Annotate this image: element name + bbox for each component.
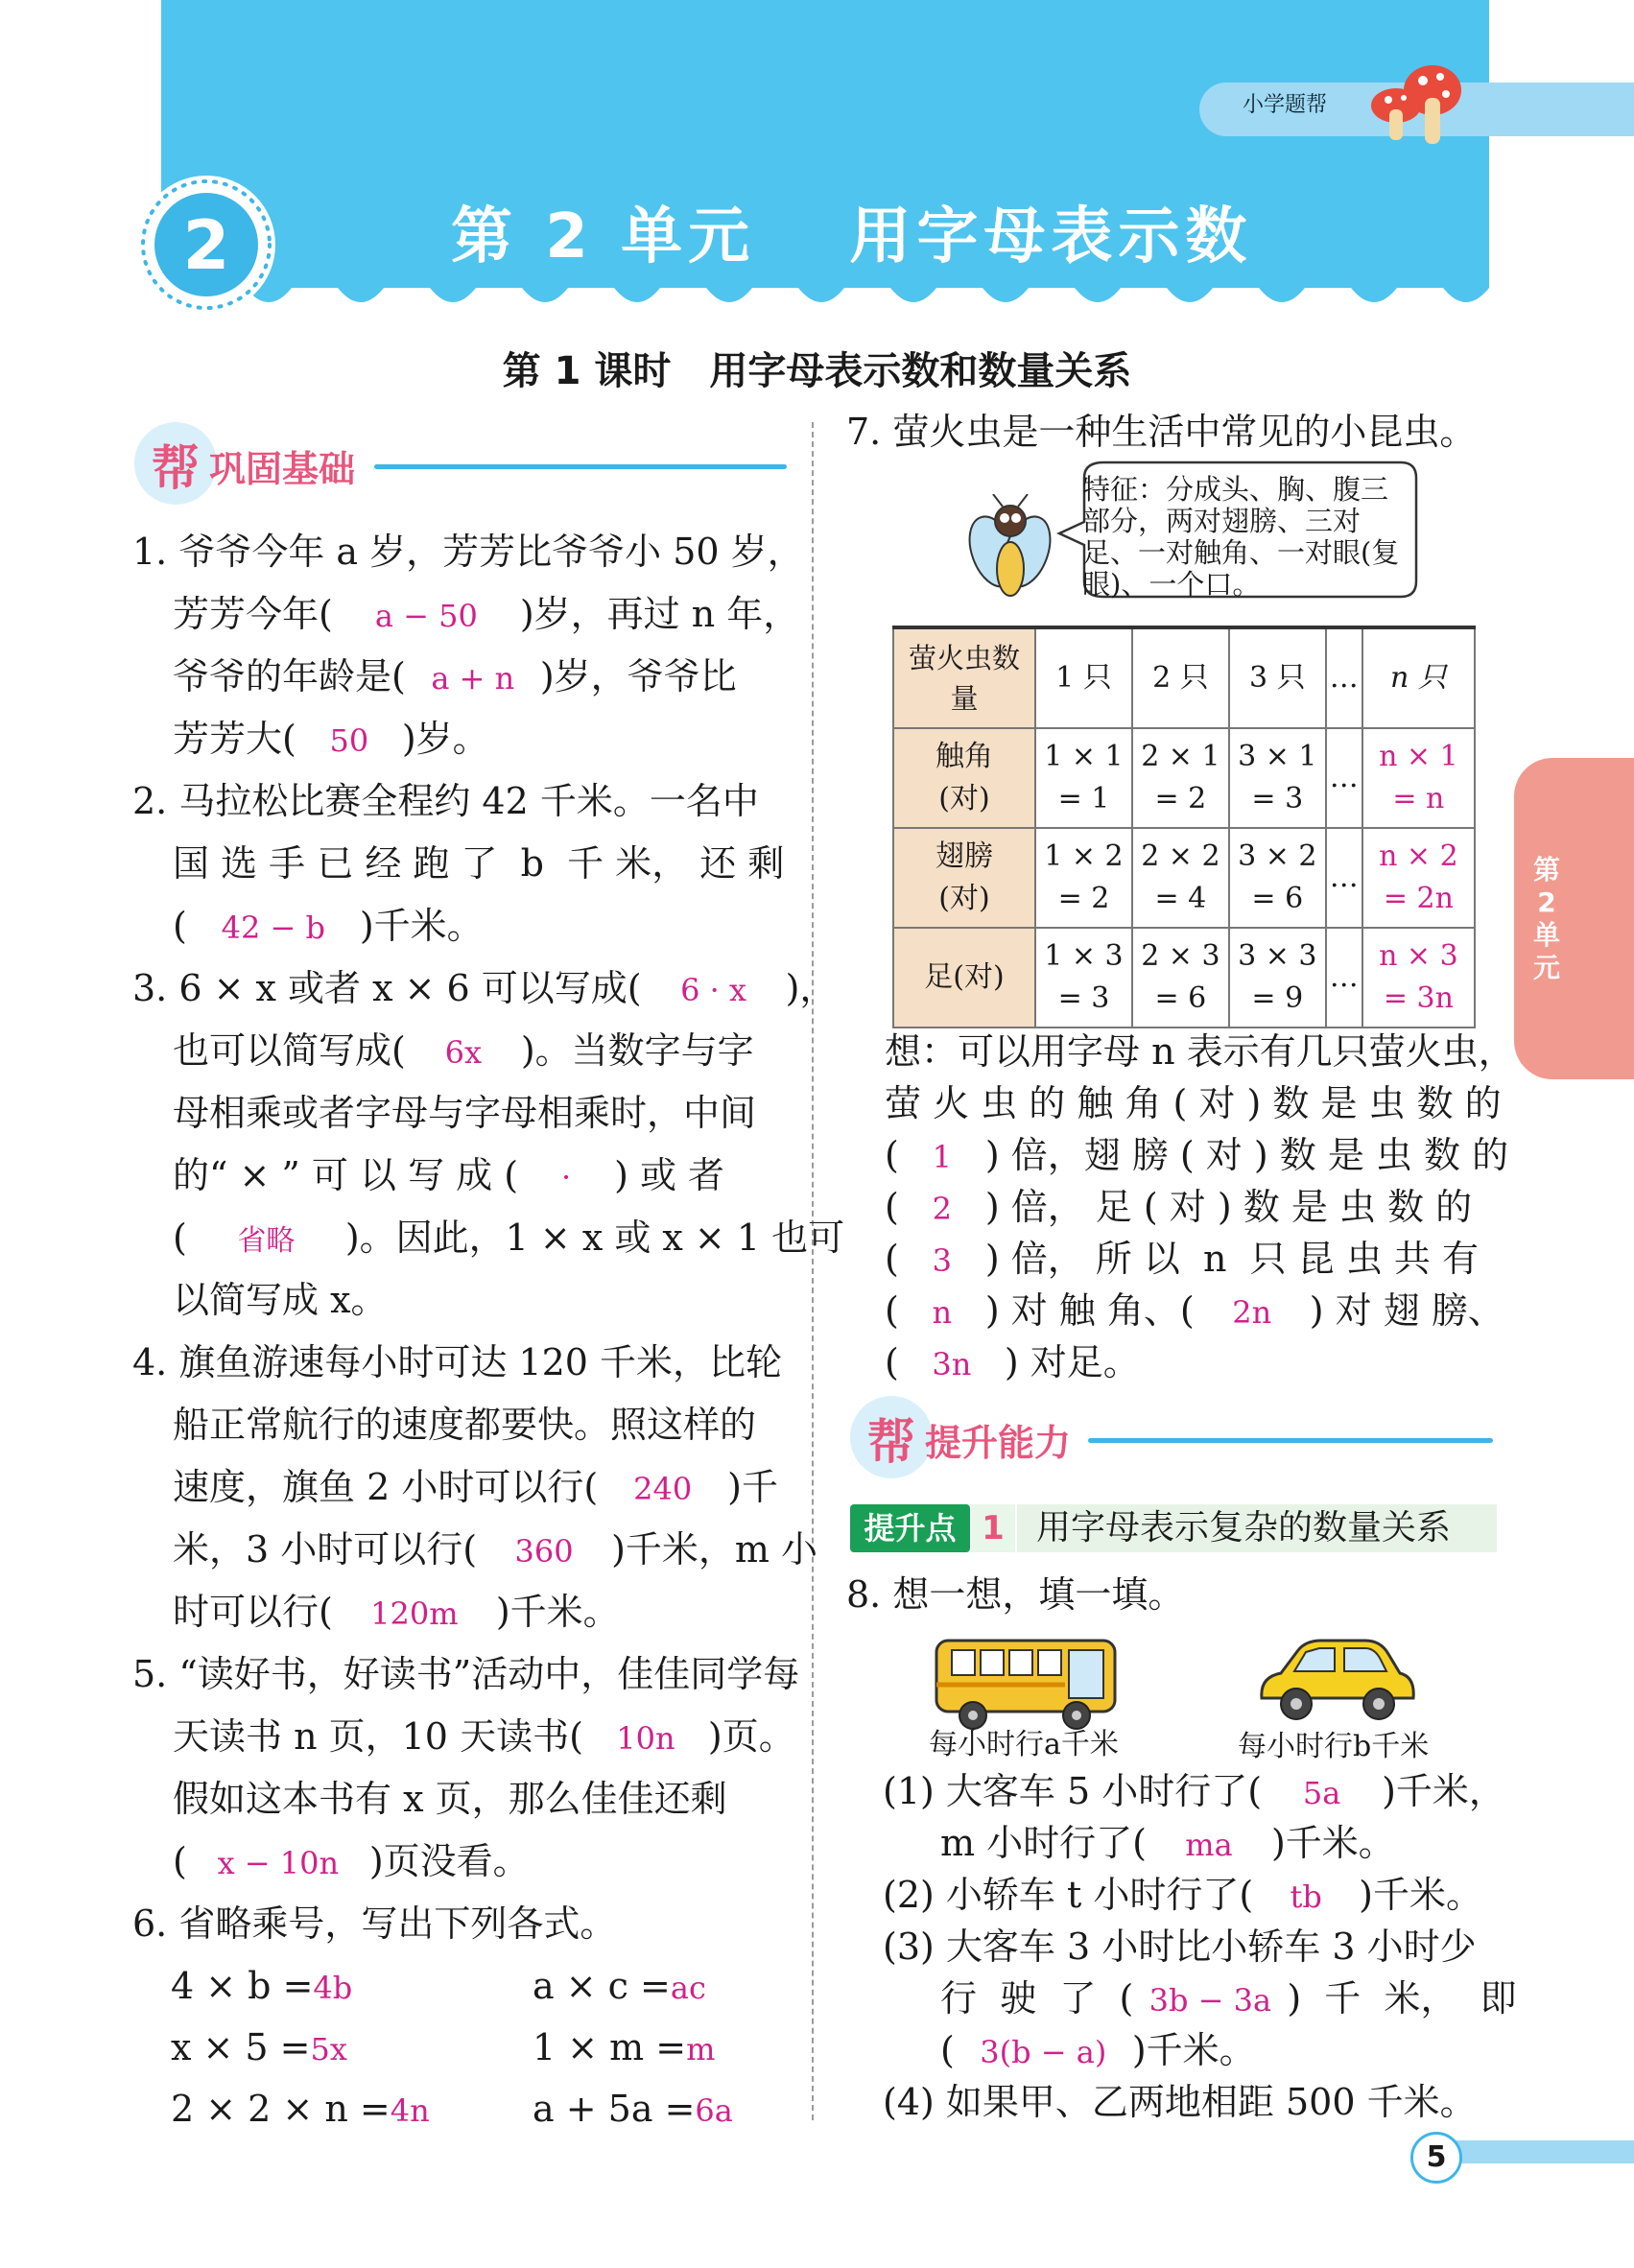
q7-think-line6: ( n ) 对 触 角、( 2n ) 对 翅 膀、 — [885, 1289, 1504, 1332]
section-bang: 帮 — [867, 1414, 915, 1470]
q8-part3-line1: (3) 大客车 3 小时比小轿车 3 小时少 — [883, 1925, 1477, 1968]
q7-think-line7: ( 3n ) 对足。 — [885, 1341, 1140, 1383]
q5-line3: 假如这本书有 x 页，那么佳佳还剩 — [173, 1778, 727, 1820]
q7-think-line1: 想：可以用字母 n 表示有几只萤火虫， — [885, 1030, 1515, 1073]
answer: 2n — [1232, 1294, 1272, 1331]
table-row-label: 翅膀(对) — [893, 828, 1035, 928]
answer: ma — [1185, 1827, 1233, 1863]
table-row-label: 触角(对) — [893, 728, 1035, 828]
answer: 3(b − a) — [980, 2034, 1107, 2070]
answer: 3b − 3a — [1149, 1982, 1272, 2019]
answer: 50 — [329, 722, 369, 759]
q7-think-line4: ( 2 ) 倍， 足 ( 对 ) 数 是 虫 数 的 — [885, 1186, 1473, 1228]
q1-line3: 爷爷的年龄是( a + n )岁，爷爷比 — [173, 655, 737, 697]
answer: 6x — [444, 1034, 483, 1071]
q2-line2: 国 选 手 已 经 跑 了 b 千 米， 还 剩 — [173, 842, 785, 885]
table-header-cell: … — [1326, 627, 1362, 728]
table-cell: 1 × 1 = 1 — [1035, 728, 1132, 828]
table-row-label: 足(对) — [893, 928, 1035, 1028]
table-header-cell: 2 只 — [1132, 627, 1229, 728]
q3-line4: 的“ × ” 可 以 写 成 ( · ) 或 者 — [173, 1154, 725, 1196]
bubble-text: 特征：分成头、胸、腹三部分，两对翅膀、三对足、一对触角、一对眼(复眼)、一个口。 — [1082, 473, 1400, 601]
table-header-cell: 3 只 — [1229, 627, 1326, 728]
answer: · — [560, 1159, 572, 1195]
table-cell: … — [1326, 828, 1362, 928]
answer: 2 — [932, 1191, 952, 1227]
q8-part3-line2: 行 驶 了 ( 3b − 3a ) 千 米， 即 — [940, 1977, 1517, 2020]
answer: a + n — [431, 660, 515, 697]
answer: x − 10n — [217, 1845, 340, 1881]
mushroom-icon — [1358, 56, 1463, 152]
answer: 360 — [514, 1533, 574, 1570]
table-cell: 3 × 2 = 6 — [1229, 828, 1326, 928]
q8-part1-line1: (1) 大客车 5 小时行了( 5a )千米， — [883, 1770, 1505, 1812]
section-line — [374, 464, 787, 469]
table-cell: 2 × 3 = 6 — [1132, 928, 1229, 1028]
q6-item: 2 × 2 × n =4n — [171, 2088, 430, 2130]
firefly-icon — [964, 494, 1055, 609]
section-bang: 帮 — [152, 440, 200, 496]
q7-title: 7. 萤火虫是一种生活中常见的小昆虫。 — [846, 411, 1477, 453]
table-cell: 3 × 1 = 3 — [1229, 728, 1326, 828]
q7-think-line2: 萤 火 虫 的 触 角 ( 对 ) 数 是 虫 数 的 — [885, 1082, 1502, 1124]
q4-line2: 船正常航行的速度都要快。照这样的 — [173, 1404, 757, 1446]
q8-title: 8. 想一想，填一填。 — [846, 1573, 1185, 1616]
table-header-cell: 萤火虫数量 — [893, 627, 1035, 728]
lesson-title: 第 1 课时 用字母表示数和数量关系 — [502, 349, 1132, 393]
table-cell: 3 × 3 = 9 — [1229, 928, 1326, 1028]
table-cell: … — [1326, 928, 1362, 1028]
table-cell-answer: n × 2 = 2n — [1362, 828, 1475, 928]
q5-line2: 天读书 n 页，10 天读书( 10n )页。 — [173, 1715, 795, 1758]
bus-caption: 每小时行a千米 — [929, 1728, 1119, 1761]
answer: 3n — [932, 1346, 972, 1382]
table-row — [893, 728, 1475, 828]
upgrade-title: 用字母表示复杂的数量关系 — [1017, 1504, 1497, 1552]
q8-part4: (4) 如果甲、乙两地相距 500 千米。 — [883, 2081, 1477, 2123]
q6-item: 4 × b =4b — [171, 1965, 353, 2007]
q1-line4: 芳芳大( 50 )岁。 — [173, 718, 489, 760]
q7-think-line5: ( 3 ) 倍， 所 以 n 只 昆 虫 共 有 — [885, 1238, 1479, 1280]
table-header-cell: n 只 — [1362, 627, 1475, 728]
table-cell: 2 × 1 = 2 — [1132, 728, 1229, 828]
answer: n — [932, 1294, 953, 1331]
q2-line1: 2. 马拉松比赛全程约 42 千米。一名中 — [132, 780, 759, 822]
q4-line4: 米，3 小时可以行( 360 )千米，m 小 — [173, 1528, 818, 1571]
upgrade-number: 1 — [971, 1504, 1015, 1552]
q1-line1: 1. 爷爷今年 a 岁，芳芳比爷爷小 50 岁， — [132, 531, 804, 573]
table-cell-answer: n × 1 = n — [1362, 728, 1475, 828]
unit-title: 第 2 单元 用字母表示数 — [451, 201, 1253, 272]
car-caption: 每小时行b千米 — [1238, 1730, 1430, 1763]
q2-line3: ( 42 − b )千米。 — [173, 905, 484, 947]
page-number: 5 — [1410, 2132, 1462, 2184]
q3-line6: 以简写成 x。 — [173, 1279, 388, 1321]
q6-item: a × c =ac — [533, 1965, 706, 2007]
answer: 240 — [633, 1471, 693, 1507]
q6-item: a + 5a =6a — [533, 2088, 733, 2130]
answer: 省略 — [237, 1224, 296, 1258]
table-cell-answer: n × 3 = 3n — [1362, 928, 1475, 1028]
q6-title: 6. 省略乘号，写出下列各式。 — [132, 1902, 617, 1945]
column-divider — [812, 422, 814, 2120]
q4-line1: 4. 旗鱼游速每小时可达 120 千米，比轮 — [132, 1341, 783, 1383]
q6-item: 1 × m =m — [533, 2026, 716, 2068]
q8-part3-line3: ( 3(b − a) )千米。 — [940, 2029, 1256, 2071]
answer: 5a — [1302, 1775, 1341, 1811]
q6-item: x × 5 =5x — [171, 2026, 347, 2068]
section-improve-header — [850, 1396, 1493, 1482]
q3-line2: 也可以简写成( 6x )。当数字与字 — [173, 1029, 754, 1072]
table-row — [893, 627, 1475, 728]
table-header-cell: 1 只 — [1035, 627, 1132, 728]
section-line — [1088, 1438, 1493, 1443]
answer: 3 — [932, 1242, 952, 1279]
section-title: 提升能力 — [925, 1422, 1072, 1464]
section-basic-header — [134, 422, 787, 508]
table-cell: … — [1326, 728, 1362, 828]
side-tab-label: 第2单元 — [1532, 854, 1560, 983]
answer: a − 50 — [374, 598, 478, 634]
unit-number-badge — [134, 173, 278, 317]
answer: 6 · x — [680, 972, 747, 1008]
q4-line3: 速度，旗鱼 2 小时可以行( 240 )千 — [173, 1466, 778, 1508]
answer: 10n — [616, 1720, 675, 1757]
q8-part2: (2) 小轿车 t 小时行了( tb )千米。 — [883, 1874, 1482, 1916]
answer: tb — [1290, 1878, 1322, 1915]
q3-line5: ( 省略 )。因此，1 × x 或 x × 1 也可 — [173, 1217, 844, 1263]
upgrade-badge: 提升点 — [850, 1504, 970, 1552]
q1-line2: 芳芳今年( a − 50 )岁，再过 n 年， — [173, 593, 800, 635]
car-icon — [1252, 1631, 1420, 1736]
firefly-table — [892, 626, 1476, 1028]
q3-line3: 母相乘或者字母与字母相乘时，中间 — [173, 1092, 757, 1134]
answer: 1 — [932, 1139, 952, 1175]
table-cell: 1 × 3 = 3 — [1035, 928, 1132, 1028]
table-cell: 2 × 2 = 4 — [1132, 828, 1229, 928]
q7-think-line3: ( 1 ) 倍，翅 膀 ( 对 ) 数 是 虫 数 的 — [885, 1134, 1509, 1176]
section-title: 巩固基础 — [209, 448, 356, 490]
q4-line5: 时可以行( 120m )千米。 — [173, 1591, 620, 1633]
answer: 120m — [370, 1595, 459, 1632]
answer: 42 − b — [221, 910, 325, 946]
q8-part1-line2: m 小时行了( ma )千米。 — [940, 1822, 1395, 1864]
q5-line1: 5. “读好书，好读书”活动中，佳佳同学每 — [132, 1653, 800, 1695]
table-row — [893, 928, 1475, 1028]
table-cell: 1 × 2 = 2 — [1035, 828, 1132, 928]
unit-number: 2 — [182, 206, 230, 285]
q3-line1: 3. 6 × x 或者 x × 6 可以写成( 6 · x )， — [132, 967, 837, 1009]
brand-name: 小学题帮 — [1243, 93, 1328, 117]
table-row — [893, 828, 1475, 928]
q5-line4: ( x − 10n )页没看。 — [173, 1840, 530, 1882]
